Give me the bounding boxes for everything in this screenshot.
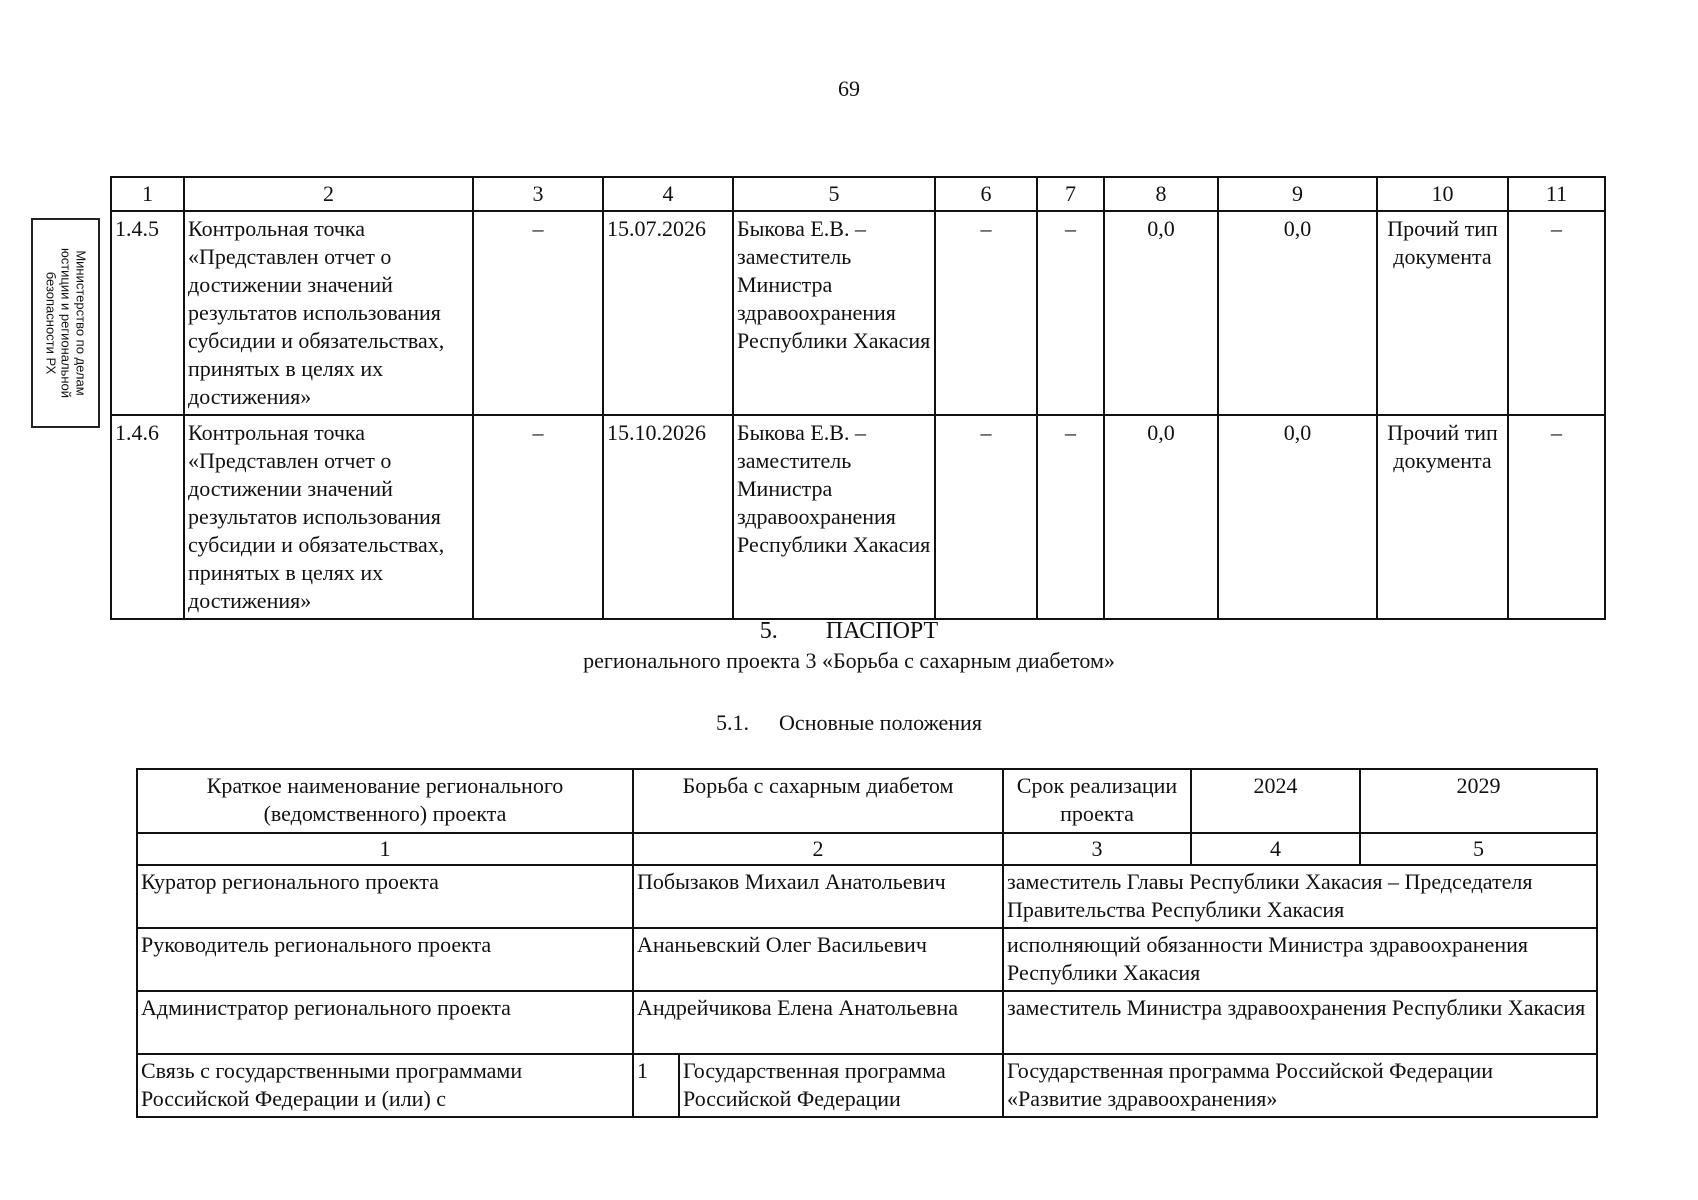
- cell-col6: –: [935, 211, 1037, 415]
- control-points-table: [110, 176, 1606, 620]
- section-5-subtitle: регионального проекта 3 «Борьба с сахарным диабетом»: [583, 648, 1115, 673]
- stamp-line: юстиции и региональной: [58, 247, 73, 399]
- due-date: 15.07.2026: [603, 211, 733, 415]
- column-number-5: 5: [1360, 833, 1597, 865]
- term-label: Срок реализации проекта: [1003, 769, 1191, 833]
- link-label: Связь с государственными программами Российской Федерации и (или) с: [137, 1054, 633, 1117]
- column-number-8: 8: [1104, 177, 1218, 211]
- cell-col6: –: [935, 415, 1037, 619]
- column-number-3: 3: [473, 177, 603, 211]
- stamp-line: безопасности РХ: [43, 271, 58, 375]
- person-name: Ананьевский Олег Васильевич: [633, 928, 1003, 991]
- person-position: заместитель Министра здравоохранения Республики Хакасия: [1003, 991, 1597, 1054]
- cell-col8: 0,0: [1104, 415, 1218, 619]
- control-point-name: Контрольная точка «Представлен отчет о достижении значений результатов использования субсидии и обязательствах, принятых в целях их достижения»: [184, 211, 473, 415]
- table-row: [111, 211, 1605, 415]
- cell-col3: –: [473, 211, 603, 415]
- person-name: Побызаков Михаил Анатольевич: [633, 865, 1003, 928]
- column-number-9: 9: [1218, 177, 1377, 211]
- program-name: Государственная программа Российской Федерации «Развитие здравоохранения»: [1003, 1054, 1597, 1117]
- cell-col8: 0,0: [1104, 211, 1218, 415]
- table-row: [137, 1054, 1597, 1117]
- column-number-4: 4: [603, 177, 733, 211]
- document-type: Прочий тип документа: [1377, 211, 1508, 415]
- table-row: [111, 415, 1605, 619]
- start-year: 2024: [1191, 769, 1360, 833]
- person-position: заместитель Главы Республики Хакасия – Председателя Правительства Республики Хакасия: [1003, 865, 1597, 928]
- column-number-1: 1: [111, 177, 184, 211]
- page-number: 69: [838, 76, 860, 101]
- table-row: [137, 991, 1597, 1054]
- subsection-title: Основные положения: [779, 710, 982, 735]
- program-type: Государственная программа Российской Федерации: [679, 1054, 1003, 1117]
- column-number-2: 2: [184, 177, 473, 211]
- responsible-person: Быкова Е.В. – заместитель Министра здравоохранения Республики Хакасия: [733, 415, 935, 619]
- stamp-text: [43, 223, 88, 423]
- row-number: 1.4.5: [111, 211, 184, 415]
- table-header-row: [111, 177, 1605, 211]
- link-index: 1: [633, 1054, 679, 1117]
- responsible-person: Быкова Е.В. – заместитель Министра здравоохранения Республики Хакасия: [733, 211, 935, 415]
- role-label: Руководитель регионального проекта: [137, 928, 633, 991]
- cell-col11: –: [1508, 211, 1605, 415]
- control-point-name: Контрольная точка «Представлен отчет о достижении значений результатов использования субсидии и обязательствах, принятых в целях их достижения»: [184, 415, 473, 619]
- due-date: 15.10.2026: [603, 415, 733, 619]
- cell-col7: –: [1037, 211, 1104, 415]
- person-name: Андрейчикова Елена Анатольевна: [633, 991, 1003, 1054]
- project-passport-table: [136, 768, 1598, 1118]
- subsection-number: 5.1.: [716, 710, 750, 735]
- column-number-4: 4: [1191, 833, 1360, 865]
- column-number-10: 10: [1377, 177, 1508, 211]
- column-number-1: 1: [137, 833, 633, 865]
- column-number-6: 6: [935, 177, 1037, 211]
- role-label: Администратор регионального проекта: [137, 991, 633, 1054]
- section-5-heading: [0, 618, 1698, 645]
- column-number-2: 2: [633, 833, 1003, 865]
- section-title: ПАСПОРТ: [825, 618, 939, 644]
- end-year: 2029: [1360, 769, 1597, 833]
- section-number: 5.: [759, 618, 778, 644]
- table-row: [137, 928, 1597, 991]
- table-row: [137, 865, 1597, 928]
- subsection-5-1-heading: [0, 710, 1698, 736]
- cell-col7: –: [1037, 415, 1104, 619]
- short-name-label: Краткое наименование регионального (ведомственного) проекта: [137, 769, 633, 833]
- document-type: Прочий тип документа: [1377, 415, 1508, 619]
- column-number-11: 11: [1508, 177, 1605, 211]
- row-number: 1.4.6: [111, 415, 184, 619]
- column-number-7: 7: [1037, 177, 1104, 211]
- cell-col11: –: [1508, 415, 1605, 619]
- column-number-3: 3: [1003, 833, 1191, 865]
- passport-head-row: [137, 769, 1597, 833]
- ministry-stamp: [31, 218, 100, 428]
- cell-col9: 0,0: [1218, 415, 1377, 619]
- cell-col9: 0,0: [1218, 211, 1377, 415]
- passport-number-row: [137, 833, 1597, 865]
- short-name-value: Борьба с сахарным диабетом: [633, 769, 1003, 833]
- column-number-5: 5: [733, 177, 935, 211]
- stamp-line: Министерство по делам: [73, 250, 88, 396]
- person-position: исполняющий обязанности Министра здравоохранения Республики Хакасия: [1003, 928, 1597, 991]
- cell-col3: –: [473, 415, 603, 619]
- role-label: Куратор регионального проекта: [137, 865, 633, 928]
